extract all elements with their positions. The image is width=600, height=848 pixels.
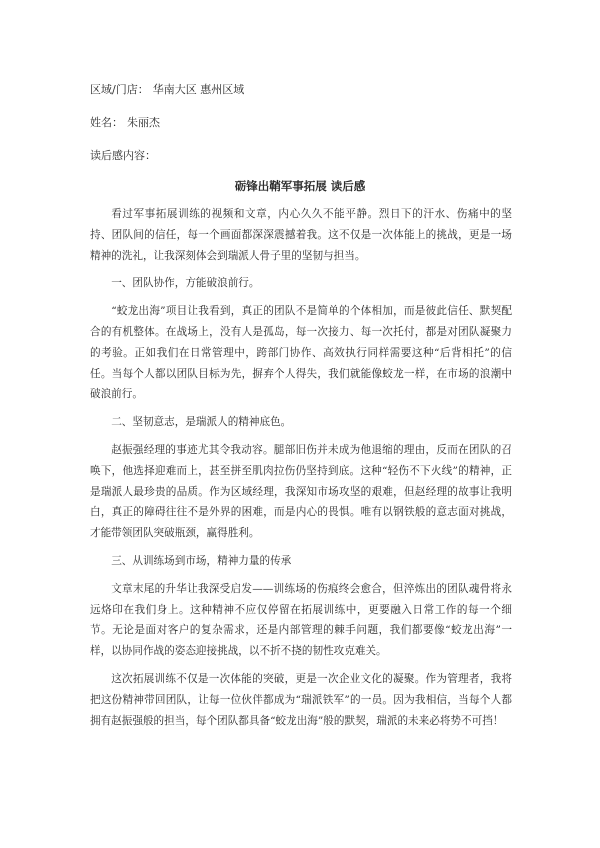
name-line	[90, 115, 160, 131]
section-heading-1: 一、团队协作，方能破浪前行。	[111, 277, 260, 290]
section-heading-3: 三、从训练场到市场，精神力量的传承	[111, 554, 292, 567]
section-heading-2: 二、坚韧意志，是瑞派人的精神底色。	[111, 416, 292, 429]
document-body	[90, 204, 512, 738]
name-label: 姓名：	[90, 116, 123, 129]
section-paragraph-1: “蛟龙出海”项目让我看到，真正的团队不是简单的个体相加，而是彼此信任、默契配合的有机整体。在战场上，没有人是孤岛，每一次接力、每一次托付，都是对团队凝聚力的考验。正如我们在日常管理中，跨部门协作、高效执行同样需要这种“后背相托”的信任。当每个人都以团队目标为先，摒弃个人得失，我们就能像蛟龙一样，在市场的浪潮中破浪前行。	[90, 305, 512, 401]
closing-paragraph: 这次拓展训练不仅是一次体能的突破，更是一次企业文化的凝聚。作为管理者，我将把这份精神带回团队，让每一位伙伴都成为“瑞派铁军”的一员。因为我相信，当每个人都拥有赵振强般的担当，每个团队都具备“蛟龙出海”般的默契，瑞派的未来必将势不可挡！	[90, 672, 512, 727]
region-label: 区域/门店：	[90, 83, 149, 96]
intro-paragraph: 看过军事拓展训练的视频和文章，内心久久不能平静。烈日下的汗水、伤痛中的坚持、团队间的信任，每一个画面都深深震撼着我。这不仅是一次体能上的挑战，更是一场精神的洗礼，让我深刻体会到瑞派人骨子里的坚韧与担当。	[90, 208, 512, 262]
section-paragraph-2: 赵振强经理的事迹尤其令我动容。腿部旧伤并未成为他退缩的理由，反而在团队的召唤下，他选择迎难而上，甚至拼至肌肉拉伤仍坚持到底。这种“轻伤不下火线”的精神，正是瑞派人最珍贵的品质。作为区域经理，我深知市场攻坚的艰难，但赵经理的故事让我明白，真正的障碍往往不是外界的困难，而是内心的畏惧。唯有以钢铁般的意志面对挑战，才能带领团队突破瓶颈，赢得胜利。	[90, 443, 512, 540]
document-title: 砺锋出鞘军事拓展 读后感	[234, 179, 366, 193]
name-value: 朱丽杰	[127, 116, 160, 129]
region-value: 华南大区 惠州区域	[152, 83, 245, 96]
review-content-label: 读后感内容：	[90, 149, 156, 162]
region-store-line	[90, 82, 244, 98]
section-paragraph-3: 文章末尾的升华让我深受启发——训练场的伤痕终会愈合，但淬炼出的团队魂骨将永远烙印在我们身上。这种精神不应仅停留在拓展训练中，更要融入日常工作的每一个细节。无论是面对客户的复杂需求，还是内部管理的棘手问题，我们都要像“蛟龙出海”一样，以协同作战的姿态迎接挑战，以不折不挠的韧性攻克难关。	[90, 582, 512, 658]
